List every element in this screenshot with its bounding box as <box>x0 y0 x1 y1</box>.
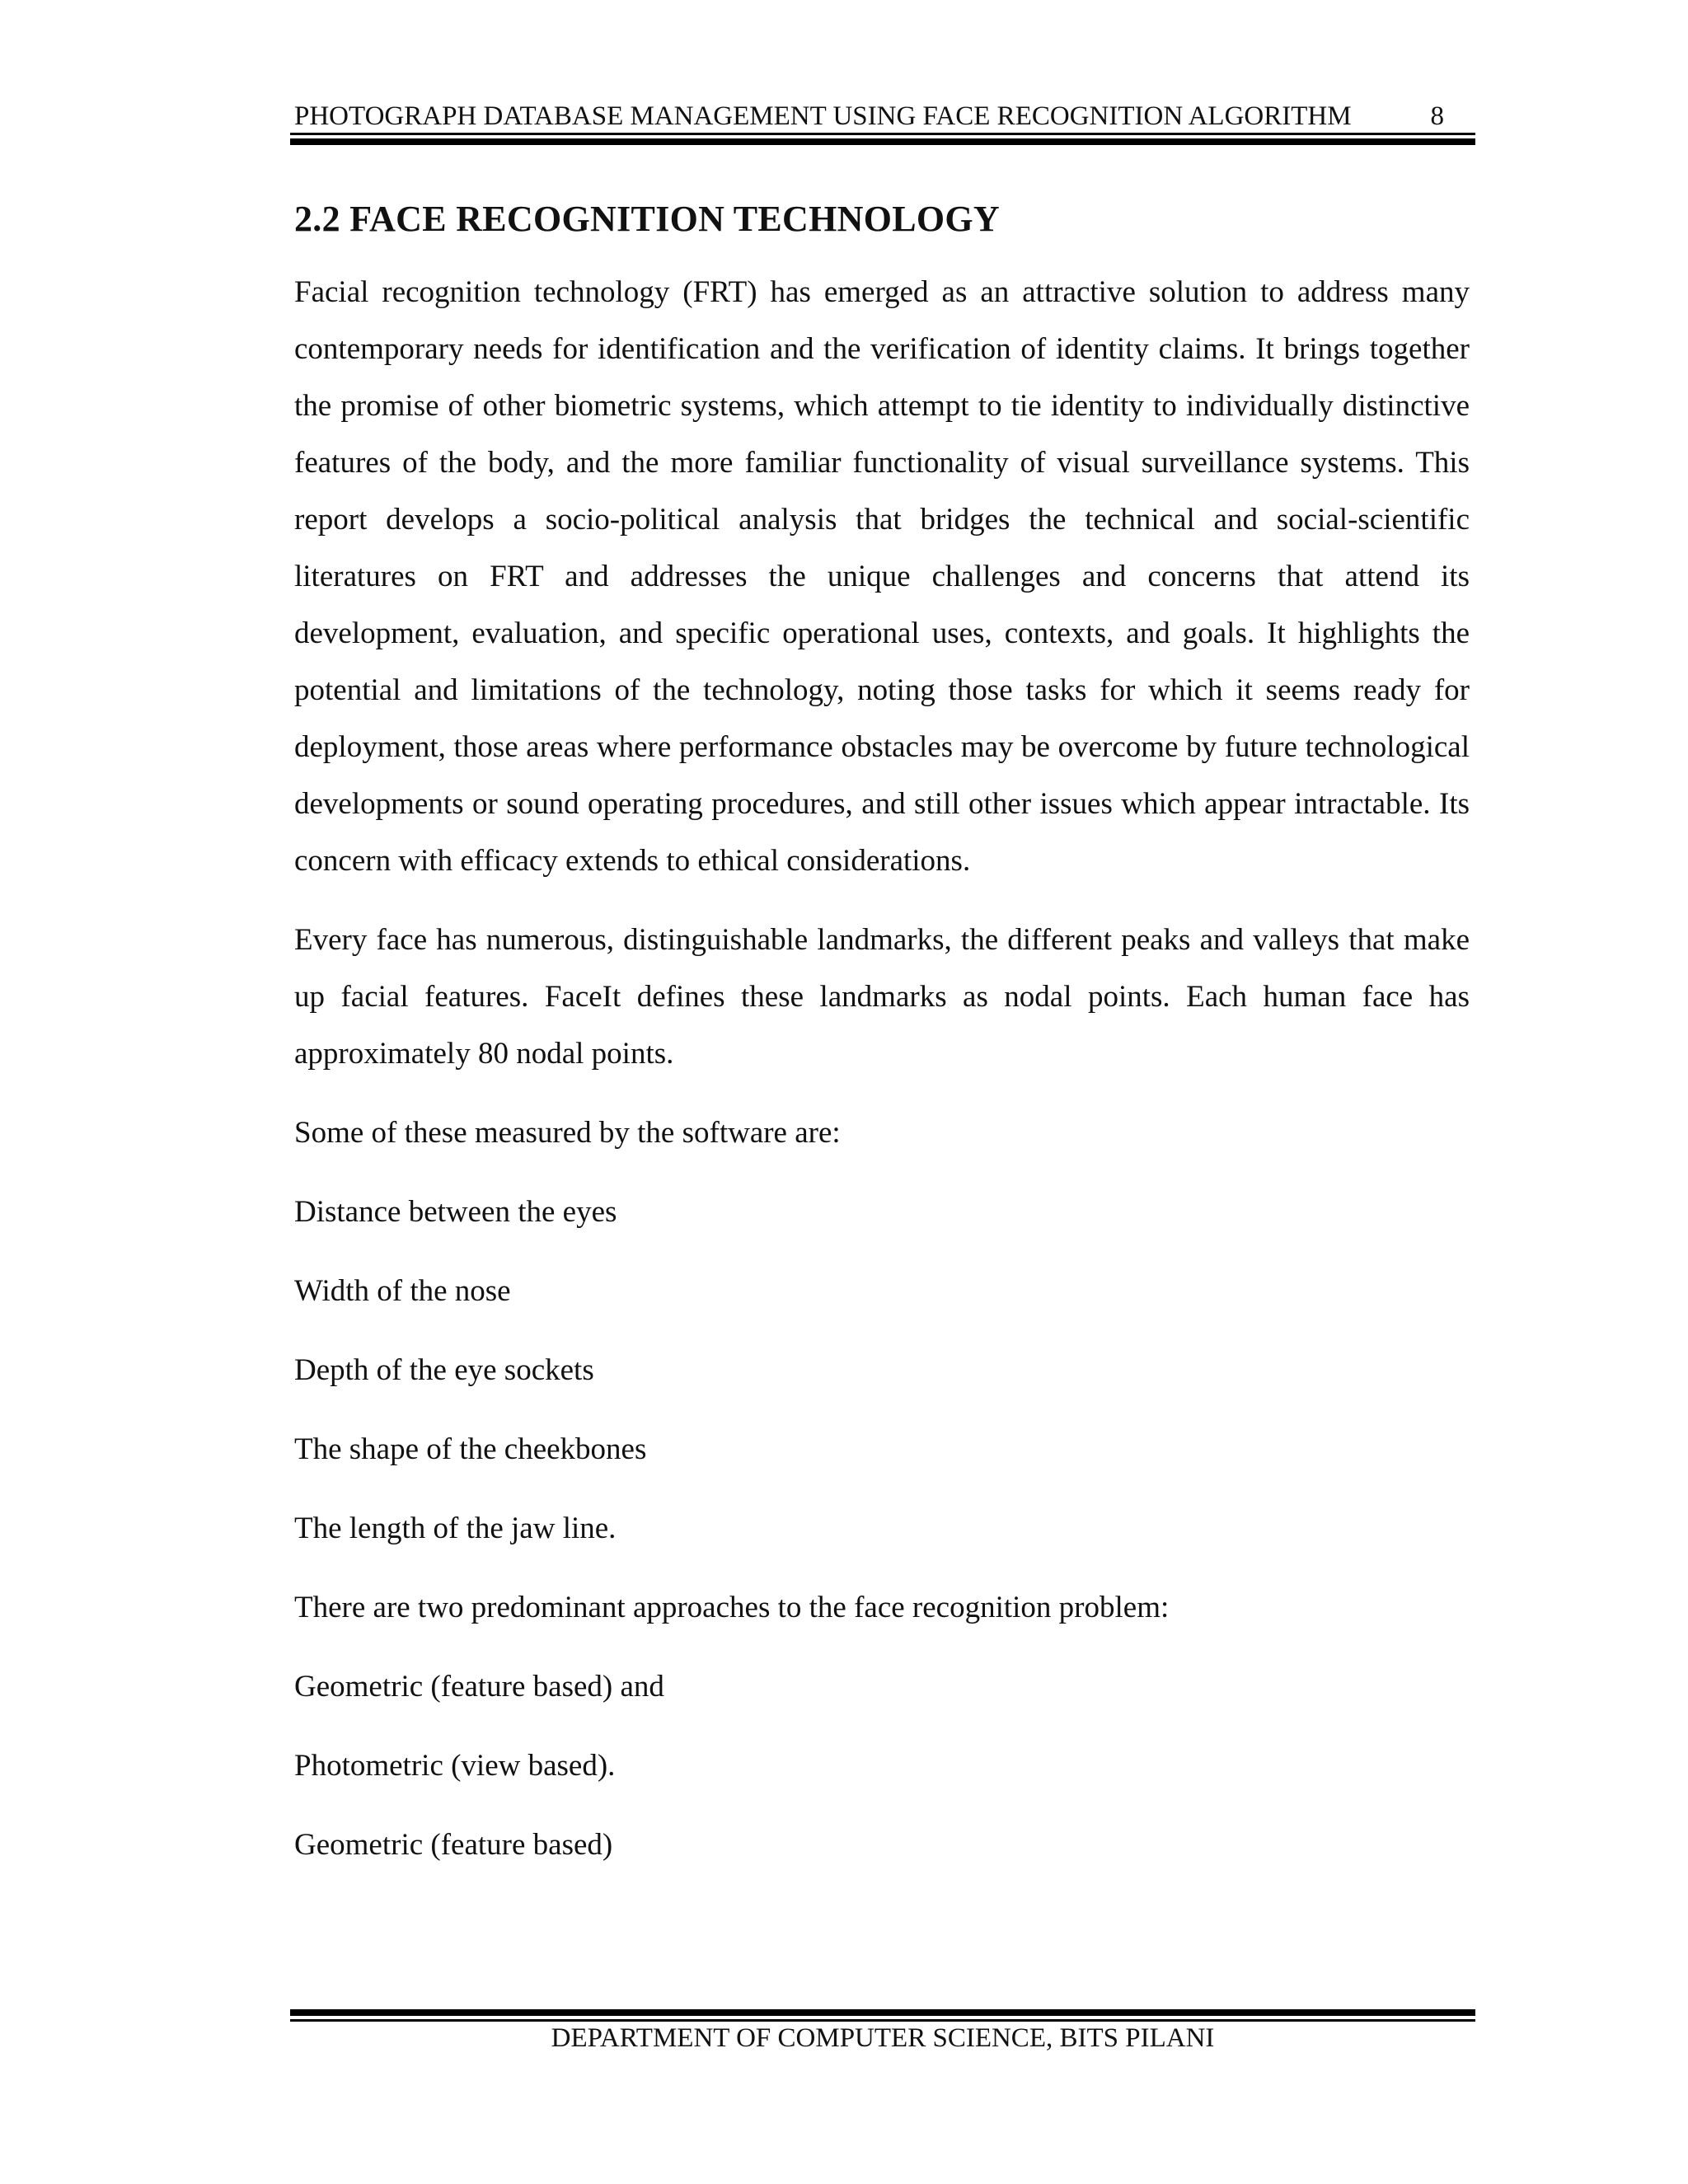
measure-item: Depth of the eye sockets <box>294 1353 594 1387</box>
measure-item: Width of the nose <box>294 1274 511 1308</box>
measure-item: The shape of the cheekbones <box>294 1432 647 1466</box>
approaches-intro: There are two predominant approaches to the face recognition problem: <box>294 1591 1170 1624</box>
body-paragraph-2: Every face has numerous, distinguishable landmarks, the different peaks and valleys that make up facial features. FaceIt defines these landmarks as nodal points. Each human face has approximately 80 nodal points. <box>294 923 1470 1071</box>
page-content <box>294 194 1470 1896</box>
running-header <box>294 96 1475 137</box>
approach-item: Photometric (view based). <box>294 1749 616 1783</box>
running-header-title: PHOTOGRAPH DATABASE MANAGEMENT USING FACE RECOGNITION ALGORITHM <box>294 101 1352 131</box>
running-footer: DEPARTMENT OF COMPUTER SCIENCE, BITS PILANI <box>551 2023 1215 2053</box>
section-heading: 2.2 FACE RECOGNITION TECHNOLOGY <box>294 199 1000 239</box>
measure-item: Distance between the eyes <box>294 1195 617 1229</box>
page-number: 8 <box>1430 101 1444 131</box>
measures-intro: Some of these measured by the software are: <box>294 1116 841 1150</box>
subheading-geometric: Geometric (feature based) <box>294 1828 613 1862</box>
measure-item: The length of the jaw line. <box>294 1511 617 1545</box>
header-rule <box>290 133 1475 145</box>
approach-item: Geometric (feature based) and <box>294 1670 664 1704</box>
body-paragraph-1: Facial recognition technology (FRT) has emerged as an attractive solution to address many contemporary needs for identification and the verification of identity claims. It brings together the promise of other biometric systems, which attempt to tie identity to individually distinctive features of the body, and the more familiar functionality of visual surveillance systems. This report develops a socio-political analysis that bridges the technical and social-scientific literatures on FRT and addresses the unique challenges and concerns that attend its development, evaluation, and specific operational uses, contexts, and goals. It highlights the potential and limitations of the technology, noting those tasks for which it seems ready for deployment, those areas where performance obstacles may be overcome by future technological developments or sound operating procedures, and still other issues which appear intractable. Its concern with efficacy extends to ethical considerations. <box>294 275 1470 878</box>
